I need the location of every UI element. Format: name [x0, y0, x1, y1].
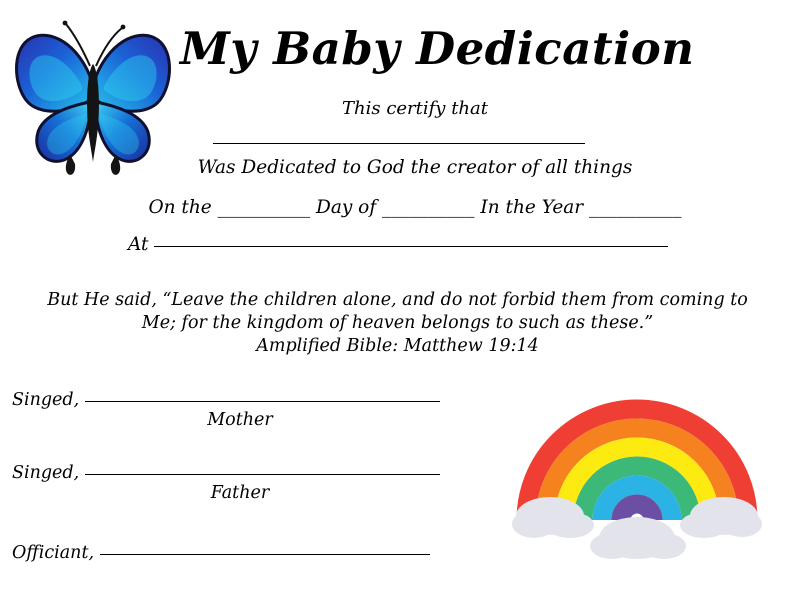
rainbow-icon [512, 370, 762, 570]
signature-caption-mother: Mother [207, 410, 273, 430]
signature-row-father [12, 463, 440, 483]
certify-line: This certify that [342, 98, 488, 119]
butterfly-icon [8, 14, 178, 179]
signature-blank-mother[interactable] [85, 401, 440, 402]
verse-text: But He said, “Leave the children alone, and do not forbid them from coming to Me; for the kingdom of heaven belongs to such as these.” [47, 290, 748, 334]
page-title: My Baby Dedication [180, 22, 695, 75]
signature-row-mother [12, 390, 440, 410]
signature-label-father: Singed, [12, 463, 80, 483]
signature-label-mother: Singed, [12, 390, 80, 410]
at-label: At [128, 234, 149, 255]
signature-label-officiant: Officiant, [12, 543, 95, 563]
dedicated-line: Was Dedicated to God the creator of all things [197, 157, 633, 178]
verse-reference: Amplified Bible: Matthew 19:14 [256, 336, 539, 357]
date-line: On the __________ Day of __________ In the Year __________ [148, 197, 682, 218]
location-row [128, 234, 668, 255]
signature-blank-officiant[interactable] [100, 554, 430, 555]
name-blank-line[interactable] [213, 143, 585, 144]
verse-block [30, 289, 765, 358]
signature-row-officiant [12, 543, 430, 563]
location-blank-line[interactable] [154, 246, 668, 247]
signature-blank-father[interactable] [85, 474, 440, 475]
signature-caption-father: Father [210, 483, 270, 503]
